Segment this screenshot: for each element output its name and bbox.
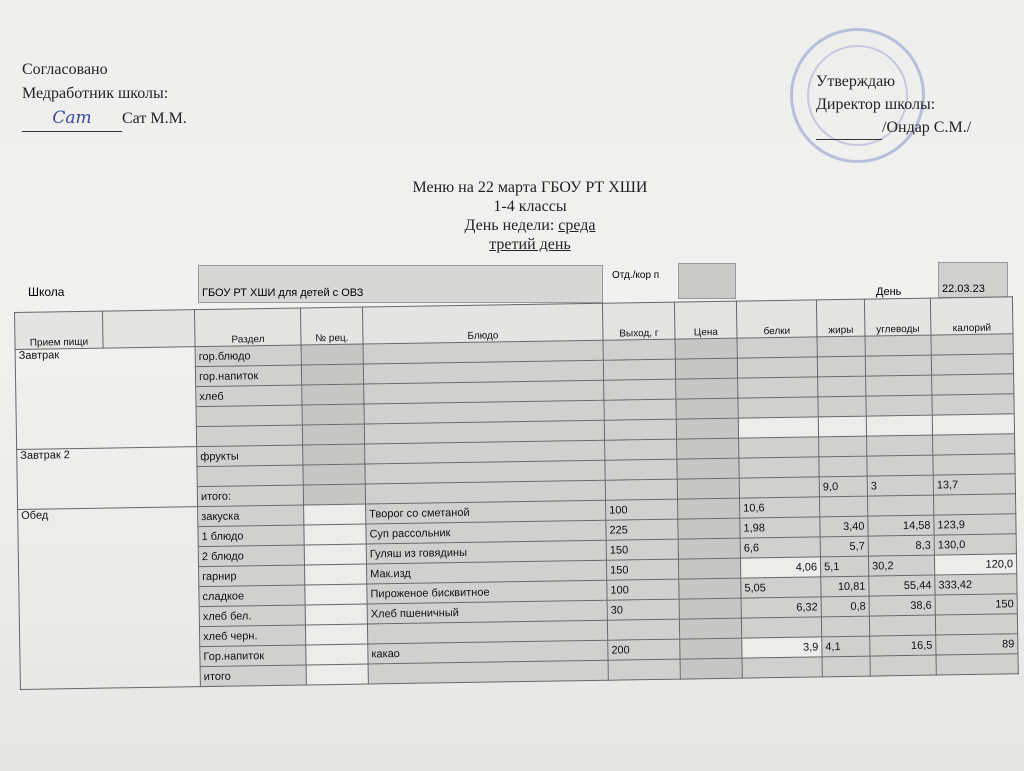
dish-cell: какао bbox=[368, 640, 608, 664]
title-line-3 bbox=[330, 216, 730, 235]
section-cell: закуска bbox=[198, 505, 304, 527]
section-cell: гор.блюдо bbox=[195, 345, 301, 367]
title-line-1: Меню на 22 марта ГБОУ РТ ХШИ bbox=[412, 179, 648, 196]
price-cell bbox=[675, 338, 737, 359]
kcal-cell: 333,42 bbox=[935, 574, 1017, 595]
header-carbs: углеводы bbox=[864, 298, 931, 336]
kcal-cell: 120,0 bbox=[934, 554, 1016, 575]
fats-cell bbox=[820, 496, 868, 517]
price-cell bbox=[676, 398, 738, 419]
title-line-2: 1-4 классы bbox=[493, 198, 567, 215]
dish-cell: Пироженое бисквитное bbox=[367, 580, 607, 604]
kcal-cell: 130,0 bbox=[934, 534, 1016, 555]
kcal-cell: 150 bbox=[935, 594, 1017, 615]
fats-cell bbox=[822, 656, 870, 677]
section-cell bbox=[196, 425, 302, 447]
fats-cell: 5,7 bbox=[820, 536, 868, 557]
proteins-cell bbox=[738, 377, 818, 398]
recipe-cell bbox=[303, 484, 365, 505]
price-cell bbox=[675, 358, 737, 379]
proteins-cell: 6,32 bbox=[741, 597, 821, 618]
carbs-cell bbox=[867, 435, 933, 456]
yield-cell bbox=[608, 659, 680, 680]
recipe-cell bbox=[305, 564, 367, 585]
yield-cell bbox=[605, 439, 677, 460]
carbs-cell bbox=[866, 375, 932, 396]
recipe-cell bbox=[305, 584, 367, 605]
dish-cell: Гуляш из говядины bbox=[366, 540, 606, 564]
header-yield: Выход, г bbox=[602, 302, 675, 340]
proteins-cell: 1,98 bbox=[740, 517, 820, 538]
proteins-cell: 4,06 bbox=[740, 557, 820, 578]
yield-cell: 100 bbox=[606, 499, 678, 520]
section-cell bbox=[196, 405, 302, 427]
price-cell bbox=[677, 458, 739, 479]
weekday-prefix: День недели: bbox=[464, 217, 559, 234]
school-value: ГБОУ РТ ХШИ для детей с ОВЗ bbox=[202, 287, 364, 299]
approval-right bbox=[816, 70, 971, 140]
kcal-cell bbox=[933, 494, 1015, 515]
recipe-cell bbox=[305, 624, 367, 645]
carbs-cell bbox=[865, 355, 931, 376]
fats-cell: 0,8 bbox=[821, 596, 869, 617]
header-dish: Блюдо bbox=[362, 303, 603, 344]
recipe-cell bbox=[302, 404, 364, 425]
yield-cell bbox=[605, 479, 677, 500]
section-cell: хлеб черн. bbox=[199, 625, 305, 647]
day-label: День bbox=[876, 286, 902, 298]
medic-name: Сат М.М. bbox=[122, 110, 187, 127]
carbs-cell bbox=[870, 655, 936, 676]
yield-cell bbox=[604, 399, 676, 420]
carbs-cell: 16,5 bbox=[870, 635, 936, 656]
section-cell: сладкое bbox=[199, 585, 305, 607]
fats-cell bbox=[818, 396, 866, 417]
fats-cell bbox=[821, 616, 869, 637]
fats-cell: 10,81 bbox=[821, 576, 869, 597]
proteins-cell: 10,6 bbox=[740, 497, 820, 518]
proteins-cell: 3,9 bbox=[742, 637, 822, 658]
recipe-cell bbox=[304, 544, 366, 565]
recipe-cell bbox=[301, 364, 363, 385]
total-kcal: 13,7 bbox=[933, 474, 1015, 495]
fats-cell bbox=[817, 356, 865, 377]
fats-cell: 4,1 bbox=[822, 636, 870, 657]
recipe-cell bbox=[305, 604, 367, 625]
total-fats: 9,0 bbox=[819, 476, 867, 497]
dish-cell: Творог со сметаной bbox=[366, 500, 606, 524]
approve-label: Утверждаю bbox=[816, 73, 896, 90]
header-proteins: белки bbox=[736, 300, 817, 338]
department-label: Отд./кор п bbox=[612, 270, 660, 281]
section-cell: хлеб bbox=[196, 385, 302, 407]
recipe-cell bbox=[306, 644, 368, 665]
carbs-cell: 14,58 bbox=[868, 515, 934, 536]
day-value: 22.03.23 bbox=[942, 283, 985, 295]
fats-cell bbox=[817, 336, 865, 357]
yield-cell: 150 bbox=[606, 559, 678, 580]
fats-cell bbox=[819, 456, 867, 477]
proteins-cell bbox=[738, 397, 818, 418]
price-cell bbox=[677, 438, 739, 459]
proteins-cell bbox=[741, 617, 821, 638]
section-cell: фрукты bbox=[197, 445, 303, 467]
kcal-cell bbox=[936, 654, 1018, 675]
carbs-cell bbox=[865, 335, 931, 356]
meal-breakfast-2: Завтрак 2 bbox=[17, 447, 198, 510]
proteins-cell: 5,05 bbox=[741, 577, 821, 598]
medic-signature-line bbox=[22, 106, 187, 132]
kcal-cell: 89 bbox=[936, 634, 1018, 655]
kcal-cell bbox=[932, 414, 1014, 435]
fats-cell: 3,40 bbox=[820, 516, 868, 537]
yield-cell bbox=[604, 419, 676, 440]
yield-cell bbox=[605, 459, 677, 480]
section-cell: 1 блюдо bbox=[198, 525, 304, 547]
header-kcal: калорий bbox=[930, 297, 1013, 335]
recipe-cell bbox=[302, 424, 364, 445]
yield-cell bbox=[604, 379, 676, 400]
kcal-cell bbox=[931, 334, 1013, 355]
recipe-cell bbox=[303, 444, 365, 465]
yield-cell bbox=[603, 359, 675, 380]
price-cell bbox=[678, 518, 740, 539]
section-cell: Гор.напиток bbox=[200, 645, 306, 667]
kcal-cell bbox=[933, 434, 1015, 455]
yield-cell: 100 bbox=[607, 579, 679, 600]
department-box bbox=[678, 263, 736, 299]
meal-breakfast: Завтрак bbox=[15, 347, 197, 450]
proteins-cell bbox=[737, 357, 817, 378]
recipe-cell bbox=[306, 664, 368, 685]
price-cell bbox=[678, 538, 740, 559]
proteins-cell bbox=[739, 437, 819, 458]
price-cell bbox=[676, 418, 738, 439]
recipe-cell bbox=[304, 504, 366, 525]
medic-signature: Сат bbox=[52, 108, 92, 128]
recipe-cell bbox=[303, 464, 365, 485]
yield-cell bbox=[607, 619, 679, 640]
yield-cell bbox=[603, 339, 675, 360]
proteins-cell bbox=[739, 457, 819, 478]
kcal-cell bbox=[933, 454, 1015, 475]
dish-cell: Мак.изд bbox=[367, 560, 607, 584]
recipe-cell bbox=[302, 384, 364, 405]
fats-cell: 5,1 bbox=[820, 556, 868, 577]
director-signature-line bbox=[816, 116, 971, 140]
carbs-cell: 30,2 bbox=[868, 555, 934, 576]
header-blank bbox=[102, 310, 195, 348]
section-cell: гор.напиток bbox=[195, 365, 301, 387]
carbs-cell bbox=[867, 495, 933, 516]
section-cell: гарнир bbox=[199, 565, 305, 587]
recipe-cell bbox=[304, 524, 366, 545]
kcal-cell bbox=[931, 354, 1013, 375]
meal-lunch: Обед bbox=[18, 507, 201, 690]
director-signature-slot bbox=[816, 116, 882, 140]
kcal-cell bbox=[932, 374, 1014, 395]
school-label: Школа bbox=[28, 285, 65, 299]
section-cell: итого: bbox=[197, 485, 303, 507]
carbs-cell bbox=[866, 395, 932, 416]
price-cell bbox=[679, 618, 741, 639]
fats-cell bbox=[818, 416, 866, 437]
medic-signature-slot bbox=[22, 106, 122, 132]
proteins-cell bbox=[737, 337, 817, 358]
header-recipe: № рец. bbox=[300, 307, 363, 345]
price-cell bbox=[680, 658, 742, 679]
dish-cell: Суп рассольник bbox=[366, 520, 606, 544]
yield-cell: 225 bbox=[606, 519, 678, 540]
carbs-cell: 55,44 bbox=[869, 575, 935, 596]
yield-cell: 150 bbox=[606, 539, 678, 560]
price-cell bbox=[679, 598, 741, 619]
price-cell bbox=[676, 378, 738, 399]
kcal-cell bbox=[935, 614, 1017, 635]
total-carbs: 3 bbox=[867, 475, 933, 496]
approved-label: Согласовано bbox=[22, 61, 108, 78]
header-section: Раздел bbox=[194, 308, 301, 347]
carbs-cell bbox=[869, 615, 935, 636]
header-meal: Прием пищи bbox=[15, 311, 104, 349]
section-cell: итого bbox=[200, 665, 306, 687]
price-cell bbox=[680, 638, 742, 659]
section-cell: 2 блюдо bbox=[198, 545, 304, 567]
medic-label: Медработник школы: bbox=[22, 85, 169, 102]
dish-cell bbox=[368, 660, 608, 684]
title-line-4: третий день bbox=[489, 236, 571, 253]
price-cell bbox=[678, 558, 740, 579]
header-price: Цена bbox=[674, 301, 737, 339]
proteins-cell bbox=[738, 417, 818, 438]
director-label: Директор школы: bbox=[816, 96, 936, 113]
carbs-cell bbox=[866, 415, 932, 436]
price-cell bbox=[679, 578, 741, 599]
section-cell: хлеб бел. bbox=[199, 605, 305, 627]
kcal-cell bbox=[932, 394, 1014, 415]
kcal-cell: 123,9 bbox=[934, 514, 1016, 535]
price-cell bbox=[677, 478, 739, 499]
carbs-cell bbox=[867, 455, 933, 476]
director-name: /Ондар С.М./ bbox=[882, 119, 972, 136]
menu-table bbox=[14, 296, 1019, 690]
weekday-value: среда bbox=[558, 217, 596, 234]
yield-cell: 30 bbox=[607, 599, 679, 620]
header-fats: жиры bbox=[816, 299, 865, 337]
yield-cell: 200 bbox=[608, 639, 680, 660]
price-cell bbox=[678, 498, 740, 519]
menu-title bbox=[330, 178, 730, 254]
recipe-cell bbox=[301, 344, 363, 365]
fats-cell bbox=[819, 436, 867, 457]
proteins-cell: 6,6 bbox=[740, 537, 820, 558]
carbs-cell: 38,6 bbox=[869, 595, 935, 616]
dish-cell: Хлеб пшеничный bbox=[367, 600, 607, 624]
proteins-cell bbox=[742, 657, 822, 678]
fats-cell bbox=[818, 376, 866, 397]
section-cell bbox=[197, 465, 303, 487]
approval-left bbox=[22, 58, 187, 132]
total-proteins bbox=[739, 477, 819, 498]
carbs-cell: 8,3 bbox=[868, 535, 934, 556]
